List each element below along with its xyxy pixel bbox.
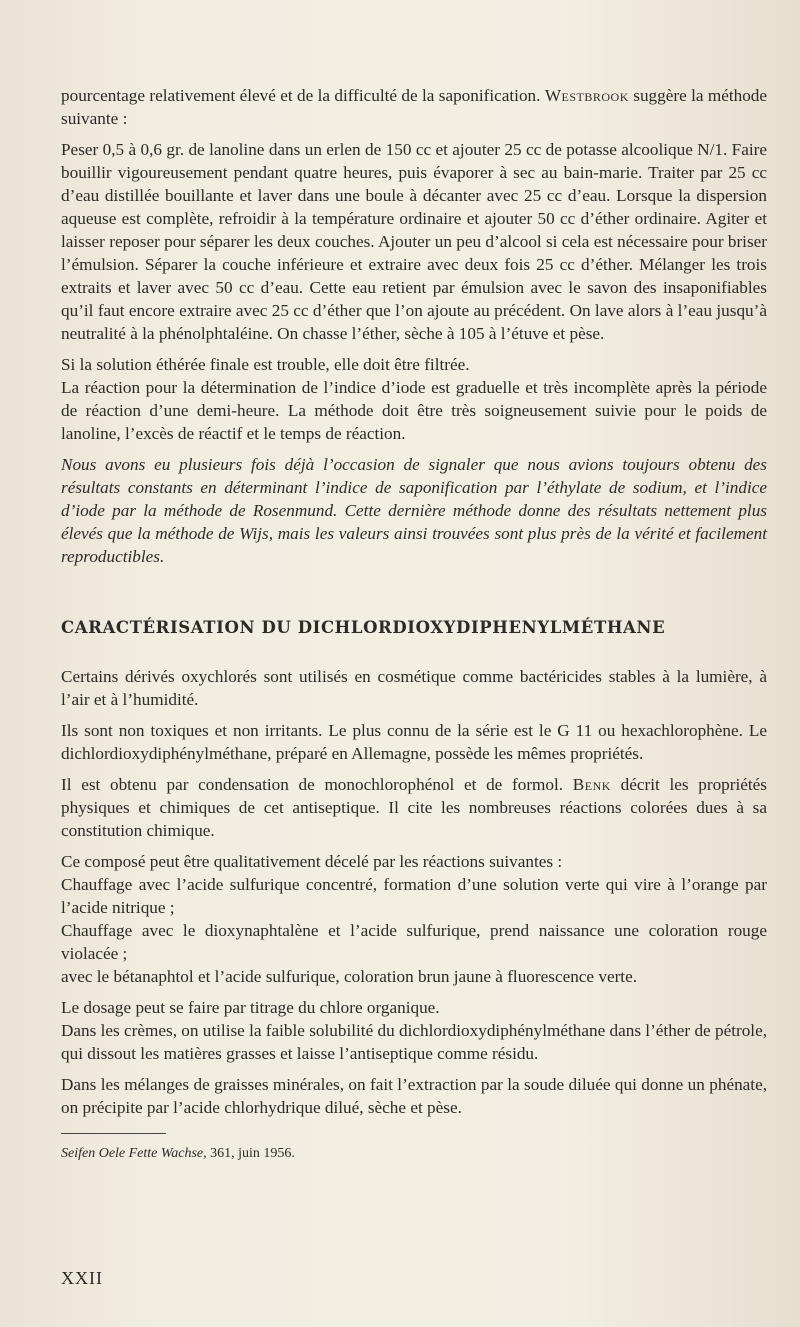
toxicity-paragraph: Ils sont non toxiques et non irritants. Le plus connu de la série est le G 11 ou hexachlorophène. Le dichlordioxydiphénylméthane, préparé en Allemagne, possède les mêmes propriétés. xyxy=(61,721,767,763)
intro-paragraph xyxy=(61,84,767,130)
intro-text-continued: suggère la méthode suivante : xyxy=(61,86,768,128)
creams-paragraph: Dans les crèmes, on utilise la faible solubilité du dichlordioxydiphénylméthane dans l’éther de pétrole, qui dissout les matières grasses et laisse l’antiseptique comme résidu. xyxy=(61,1021,767,1063)
reaction-dioxynaphthalene: Chauffage avec le dioxynaphtalène et l’acide sulfurique, prend naissance une coloration rouge violacée ; xyxy=(61,921,767,963)
mineral-mixtures-paragraph: Dans les mélanges de graisses minérales, on fait l’extraction par la soude diluée qui donne un phénate, on précipite par l’acide chlorhydrique dilué, sèche et pèse. xyxy=(61,1075,767,1117)
method-paragraph: Peser 0,5 à 0,6 gr. de lanoline dans un erlen de 150 cc et ajouter 25 cc de potasse alcoolique N/1. Faire bouillir vigoureusement pendant quatre heures, puis évaporer à sec au bain-marie. Traiter par 25 cc d’eau distillée bouillante et laver dans une boule à décanter avec 25 cc d’eau. Lorsque la dispersion aqueuse est complète, refroidir à la température ordinaire et ajouter 50 cc d’éther ordinaire. Agiter et laisser reposer pour séparer les deux couches. Ajouter un peu d’alcool si cela est nécessaire pour briser l’émulsion. Séparer la couche inférieure et extraire avec deux fois 25 cc d’éther. Mélanger les trois extraits et laver avec 50 cc d’eau. Cette eau retient par émulsion avec le savon des insaponifiables qu’il faut encore extraire avec 25 cc d’éther que l’on ajoute au précédent. On lave alors à l’eau jusqu’à neutralité à la phénolphtaléine. On chasse l’éther, sèche à 105 à l’étuve et pèse. xyxy=(61,140,767,343)
editorial-note-paragraph: Nous avons eu plusieurs fois déjà l’occasion de signaler que nous avions toujours obtenu des résultats constants en déterminant l’indice de saponification par l’éthylate de sodium, et l’indice d’iode par la méthode de Rosenmund. Cette dernière méthode donne des résultats nettement plus élevés que la méthode de Wijs, mais les valeurs ainsi trouvées sont plus près de la vérité et facilement reproductibles. xyxy=(61,455,767,566)
page-number: XXII xyxy=(61,1268,103,1288)
footnote xyxy=(61,1142,767,1165)
reactions-intro: Ce composé peut être qualitativement décelé par les réactions suivantes : xyxy=(61,852,563,871)
iodine-index-paragraph: La réaction pour la détermination de l’indice d’iode est graduelle et très incomplète après la période de réaction d’une demi-heure. La méthode doit être très soigneusement suivie pour le poids de lanoline, l’excès de réactif et le temps de réaction. xyxy=(61,378,767,443)
reaction-betanaphthol: avec le bétanaphtol et l’acide sulfurique, coloration brun jaune à fluorescence verte. xyxy=(61,967,637,986)
footnote-journal: Seifen Oele Fette Wachse, xyxy=(61,1146,207,1161)
synthesis-text: Il est obtenu par condensation de monochlorophénol et de formol. xyxy=(61,775,564,794)
reaction-sulfuric: Chauffage avec l’acide sulfurique concentré, formation d’une solution verte qui vire à l’orange par l’acide nitrique ; xyxy=(61,875,767,917)
bactericides-paragraph: Certains dérivés oxychlorés sont utilisés en cosmétique comme bactéricides stables à la lumière, à l’air et à l’humidité. xyxy=(61,667,767,709)
intro-text: pourcentage relativement élevé et de la difficulté de la saponification. xyxy=(61,86,541,105)
dosage-paragraph: Le dosage peut se faire par titrage du chlore organique. xyxy=(61,998,440,1017)
synthesis-text-continued: décrit les propriétés physiques et chimiques de cet antiseptique. Il cite les nombreuses réactions colorées dues à sa constitution chimique. xyxy=(61,775,767,840)
author-westbrook: Westbrook xyxy=(544,86,629,105)
synthesis-paragraph xyxy=(61,773,767,842)
section-heading: CARACTÉRISATION DU DICHLORDIOXYDIPHENYLMÉTHANE xyxy=(61,618,666,637)
filter-note-paragraph: Si la solution éthérée finale est trouble, elle doit être filtrée. xyxy=(61,355,470,374)
footnote-reference: 361, juin 1956. xyxy=(210,1146,295,1161)
author-benk: Benk xyxy=(572,775,611,794)
footnote-rule xyxy=(61,1133,166,1134)
text-column xyxy=(61,84,767,1165)
